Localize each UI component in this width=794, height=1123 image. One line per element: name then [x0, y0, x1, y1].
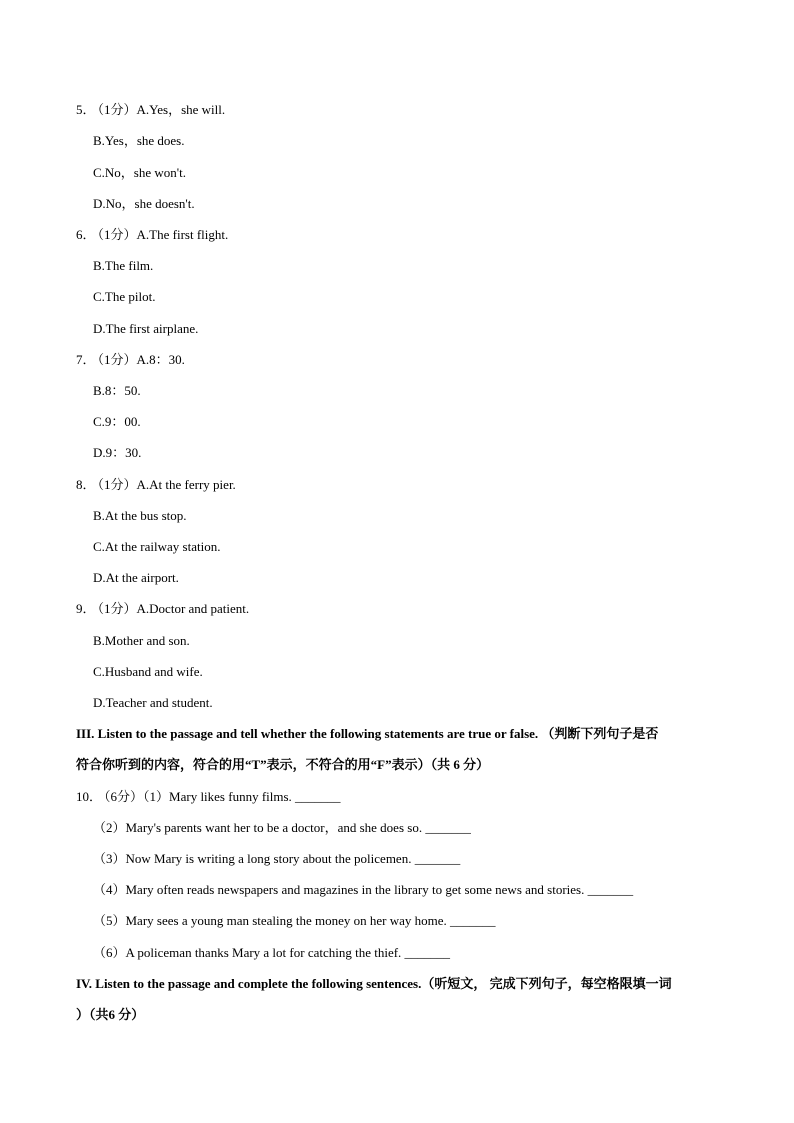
option-a: A.8：30.	[136, 352, 185, 367]
option-a: A.At the ferry pier.	[136, 477, 236, 492]
option-b: B.8：50.	[93, 383, 141, 398]
section-3-heading-line-2: 符合你听到的内容，符合的用“T”表示，不符合的用“F”表示）（共 6 分）	[76, 757, 490, 772]
question-score: （1分）	[97, 352, 137, 367]
option-b: B.Yes，she does.	[93, 133, 185, 148]
question-score: （1分）	[97, 102, 137, 117]
option-c: C.Husband and wife.	[93, 664, 203, 679]
question-number: 6．	[76, 227, 96, 242]
statement-4: （4）Mary often reads newspapers and magazines in the library to get some news and stories. _______	[93, 882, 634, 897]
option-d: D.At the airport.	[93, 570, 179, 585]
option-a: A.The first flight.	[136, 227, 229, 242]
question-number: 10．	[76, 789, 103, 804]
option-c: C.At the railway station.	[93, 539, 221, 554]
question-score: （1分）	[97, 601, 137, 616]
question-score: （6分）	[104, 789, 144, 804]
option-b: B.The film.	[93, 258, 154, 273]
question-score: （1分）	[97, 227, 137, 242]
option-c: C.No，she won't.	[93, 165, 186, 180]
question-7	[76, 352, 185, 368]
question-10	[76, 789, 341, 805]
question-8	[76, 477, 236, 493]
option-d: D.Teacher and student.	[93, 695, 213, 710]
question-number: 5．	[76, 102, 96, 117]
statement-6: （6）A policeman thanks Mary a lot for catching the thief. _______	[93, 945, 451, 960]
question-number: 7．	[76, 352, 96, 367]
option-d: D.9：30.	[93, 445, 142, 460]
question-score: （1分）	[97, 477, 137, 492]
section-4-heading-line-1: IV. Listen to the passage and complete the following sentences.（听短文， 完成下列句子，每空格限填一词	[76, 976, 672, 991]
question-5	[76, 102, 225, 118]
statement-3: （3）Now Mary is writing a long story about the policemen. _______	[93, 851, 461, 866]
option-c: C.The pilot.	[93, 289, 156, 304]
statement-1: （1）Mary likes funny films. _______	[143, 789, 341, 804]
statement-2: （2）Mary's parents want her to be a doctor，and she does so. _______	[93, 820, 471, 835]
option-a: A.Doctor and patient.	[136, 601, 250, 616]
statement-5: （5）Mary sees a young man stealing the money on her way home. _______	[93, 913, 496, 928]
question-6	[76, 227, 228, 243]
section-4-heading-line-2: ）（共6 分）	[76, 1007, 145, 1022]
option-b: B.At the bus stop.	[93, 508, 187, 523]
question-number: 8．	[76, 477, 96, 492]
section-3-heading-line-1: III. Listen to the passage and tell whether the following statements are true or false. （判断下列句子是否	[76, 726, 659, 741]
option-c: C.9：00.	[93, 414, 141, 429]
option-a: A.Yes，she will.	[136, 102, 226, 117]
option-d: D.No，she doesn't.	[93, 196, 195, 211]
question-number: 9．	[76, 601, 96, 616]
question-9	[76, 601, 249, 617]
option-d: D.The first airplane.	[93, 321, 199, 336]
option-b: B.Mother and son.	[93, 633, 190, 648]
